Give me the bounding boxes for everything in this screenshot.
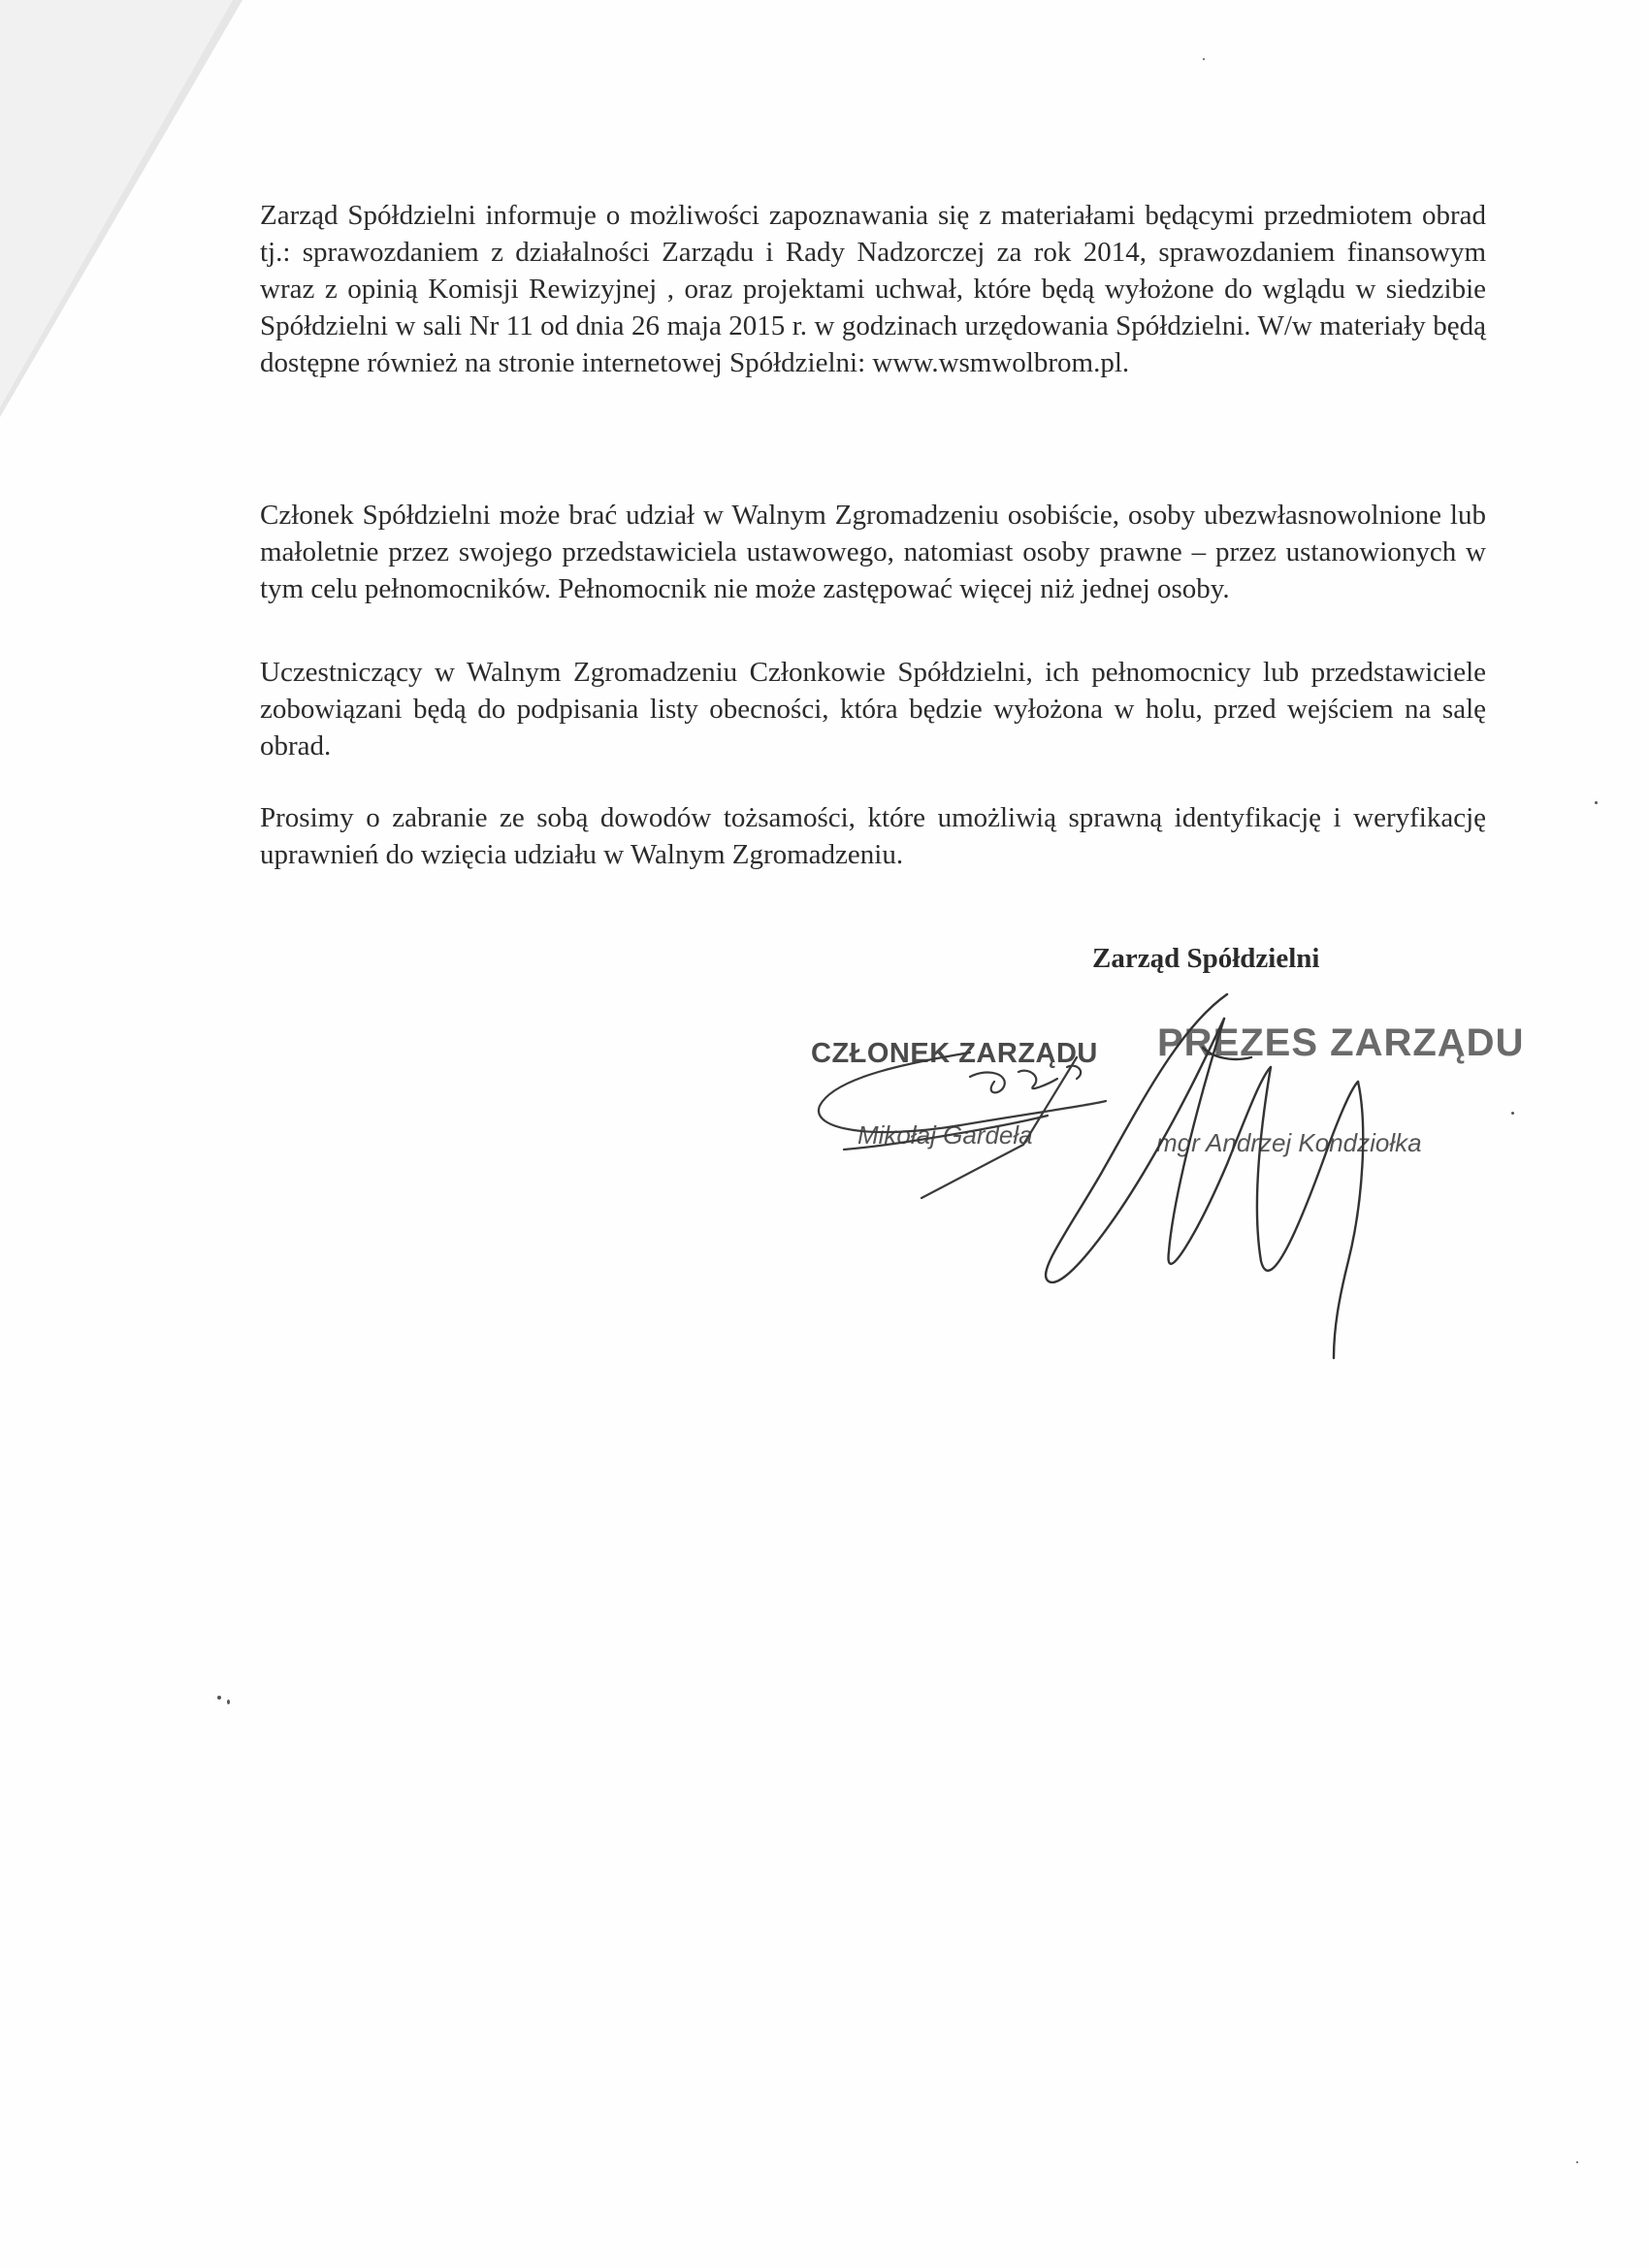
scan-speck bbox=[217, 1696, 221, 1700]
president-stamp-title: PREZES ZARZĄDU bbox=[1157, 1021, 1525, 1064]
scan-speck bbox=[1511, 1112, 1514, 1115]
member-stamp-title: CZŁONEK ZARZĄDU bbox=[811, 1038, 1098, 1069]
scan-speck bbox=[1576, 2161, 1578, 2163]
paragraph-identification-text: Prosimy o zabranie ze sobą dowodów tożsamości, które umożliwią sprawną identyfikację i weryfikację uprawnień do wzięcia udziału w Walnym Zgromadzeniu. bbox=[260, 802, 1486, 870]
scan-speck bbox=[227, 1700, 230, 1704]
paragraph-participation-text: Członek Spółdzielni może brać udział w Walnym Zgromadzeniu osobiście, osoby ubezwłasnowolnione lub małoletnie przez swojego przedstawiciela ustawowego, natomiast osoby prawne – przez ustanowionych w tym celu pełnomocników. Pełnomocnik nie może zastępować więcej niż jednej osoby. bbox=[260, 500, 1486, 604]
scan-speck bbox=[1595, 801, 1598, 804]
paragraph-attendance-text: Uczestniczący w Walnym Zgromadzeniu Członkowie Spółdzielni, ich pełnomocnicy lub przedstawiciele zobowiązani będą do podpisania listy obecności, która będzie wyłożona w holu, przed wejściem na salę obrad. bbox=[260, 657, 1486, 761]
folded-corner-inner bbox=[0, 0, 233, 407]
board-signature-title: Zarząd Spółdzielni bbox=[1092, 943, 1320, 974]
member-stamp-name: Mikołaj Gardeła bbox=[857, 1120, 1033, 1150]
president-stamp-name: mgr Andrzej Kondziołka bbox=[1156, 1128, 1422, 1157]
paragraph-attendance bbox=[260, 654, 1486, 764]
scan-speck bbox=[1203, 58, 1205, 60]
paragraph-participation bbox=[260, 497, 1486, 607]
paragraph-materials bbox=[260, 197, 1486, 381]
paragraph-materials-text: Zarząd Spółdzielni informuje o możliwości zapoznawania się z materiałami będącymi przedmiotem obrad tj.: sprawozdaniem z działalności Zarządu i Rady Nadzorczej za rok 2014, sprawozdaniem finansowym wraz z opinią Komisji Rewizyjnej , oraz projektami uchwał, które będą wyłożone do wglądu w siedzibie Spółdzielni w sali Nr 11 od dnia 26 maja 2015 r. w godzinach urzędowania Spółdzielni. W/w materiały będą dostępne również na stronie internetowej Spółdzielni: www.wsmwolbrom.pl. bbox=[260, 200, 1486, 378]
paragraph-identification bbox=[260, 799, 1486, 873]
